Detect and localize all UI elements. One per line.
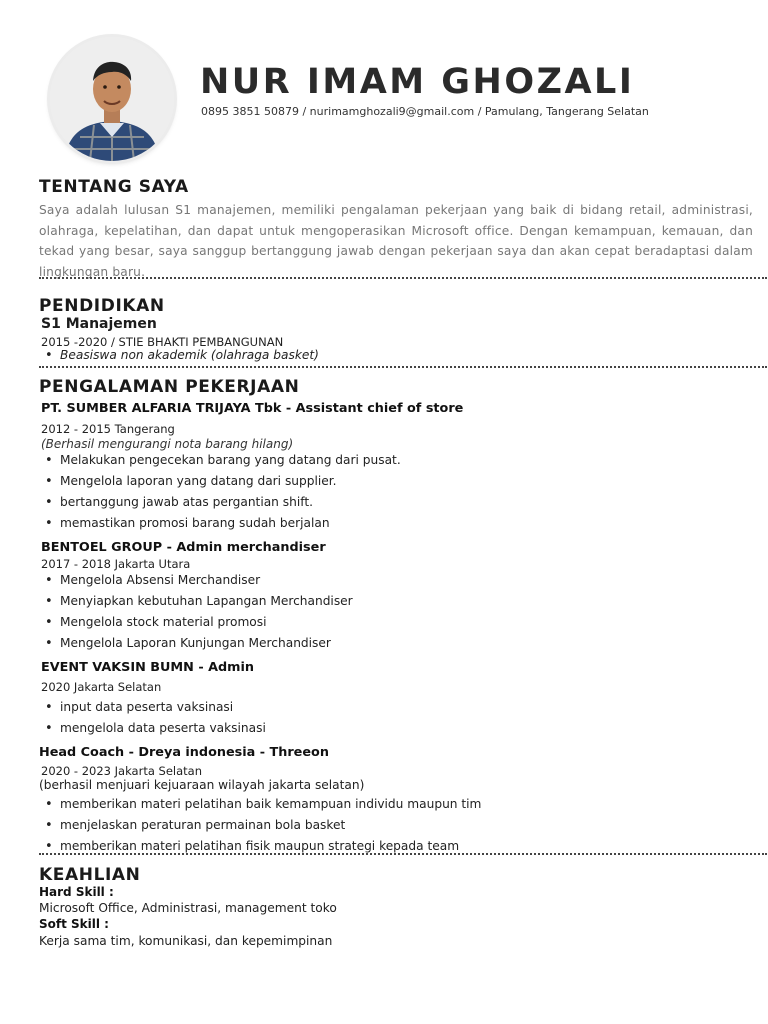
job-title: Head Coach - Dreya indonesia - Threeon (39, 745, 329, 760)
soft-skill-label: Soft Skill : (39, 917, 109, 931)
job-bullet: • Menyiapkan kebutuhan Lapangan Merchandiser (45, 594, 353, 609)
education-detail: 2015 -2020 / STIE BHAKTI PEMBANGUNAN (41, 335, 284, 349)
job-title: PT. SUMBER ALFARIA TRIJAYA Tbk - Assistant chief of store (41, 401, 464, 416)
education-degree: S1 Manajemen (41, 316, 157, 332)
education-bullet: • Beasiswa non akademik (olahraga basket) (45, 348, 319, 363)
skills-title: KEAHLIAN (39, 865, 141, 885)
contact-info: 0895 3851 50879 / nurimamghozali9@gmail.com / Pamulang, Tangerang Selatan (201, 105, 649, 118)
section-divider (39, 853, 767, 855)
job-note: (berhasil menjuari kejuaraan wilayah jakarta selatan) (39, 778, 365, 792)
job-period: 2020 Jakarta Selatan (41, 680, 162, 694)
job-bullet: • menjelaskan peraturan permainan bola basket (45, 818, 345, 833)
job-bullet: • memberikan materi pelatihan fisik maupun strategi kepada team (45, 839, 459, 854)
about-title: TENTANG SAYA (39, 177, 189, 197)
job-bullet: • mengelola data peserta vaksinasi (45, 721, 266, 736)
profile-photo (50, 37, 174, 161)
job-bullet: • Mengelola Laporan Kunjungan Merchandiser (45, 636, 331, 651)
job-bullet: • Melakukan pengecekan barang yang datang dari pusat. (45, 453, 401, 468)
job-period: 2017 - 2018 Jakarta Utara (41, 557, 191, 571)
job-bullet: • memberikan materi pelatihan baik kemampuan individu maupun tim (45, 797, 481, 812)
job-bullet: • bertanggung jawab atas pergantian shift. (45, 495, 313, 510)
candidate-name: NUR IMAM GHOZALI (200, 62, 635, 102)
job-bullet: • Mengelola laporan yang datang dari supplier. (45, 474, 337, 489)
education-title: PENDIDIKAN (39, 296, 165, 316)
job-bullet: • Mengelola stock material promosi (45, 615, 267, 630)
section-divider (39, 277, 767, 279)
hard-skill-label: Hard Skill : (39, 885, 114, 899)
job-title: BENTOEL GROUP - Admin merchandiser (41, 540, 326, 555)
soft-skill-value: Kerja sama tim, komunikasi, dan kepemimpinan (39, 934, 333, 948)
job-period: 2020 - 2023 Jakarta Selatan (41, 764, 202, 778)
job-period: 2012 - 2015 Tangerang (41, 422, 175, 436)
job-bullet: • input data peserta vaksinasi (45, 700, 233, 715)
job-bullet: • memastikan promosi barang sudah berjalan (45, 516, 330, 531)
experience-title: PENGALAMAN PEKERJAAN (39, 377, 300, 397)
hard-skill-value: Microsoft Office, Administrasi, management toko (39, 901, 337, 915)
person-photo-icon (50, 37, 174, 161)
job-note: (Berhasil mengurangi nota barang hilang) (41, 437, 294, 451)
job-title: EVENT VAKSIN BUMN - Admin (41, 660, 254, 675)
about-text: Saya adalah lulusan S1 manajemen, memiliki pengalaman pekerjaan yang baik di bidang retail, administrasi, olahraga, kepelatihan, dan dapat untuk mengoperasikan Microsoft office. Dengan kemampuan, kemauan, dan tekad yang besar, saya sanggup bertanggung jawab dengan pekerjaan saya dan akan cepat beradaptasi dalam lingkungan baru. (39, 203, 753, 279)
job-bullet: • Mengelola Absensi Merchandiser (45, 573, 260, 588)
section-divider (39, 366, 767, 368)
